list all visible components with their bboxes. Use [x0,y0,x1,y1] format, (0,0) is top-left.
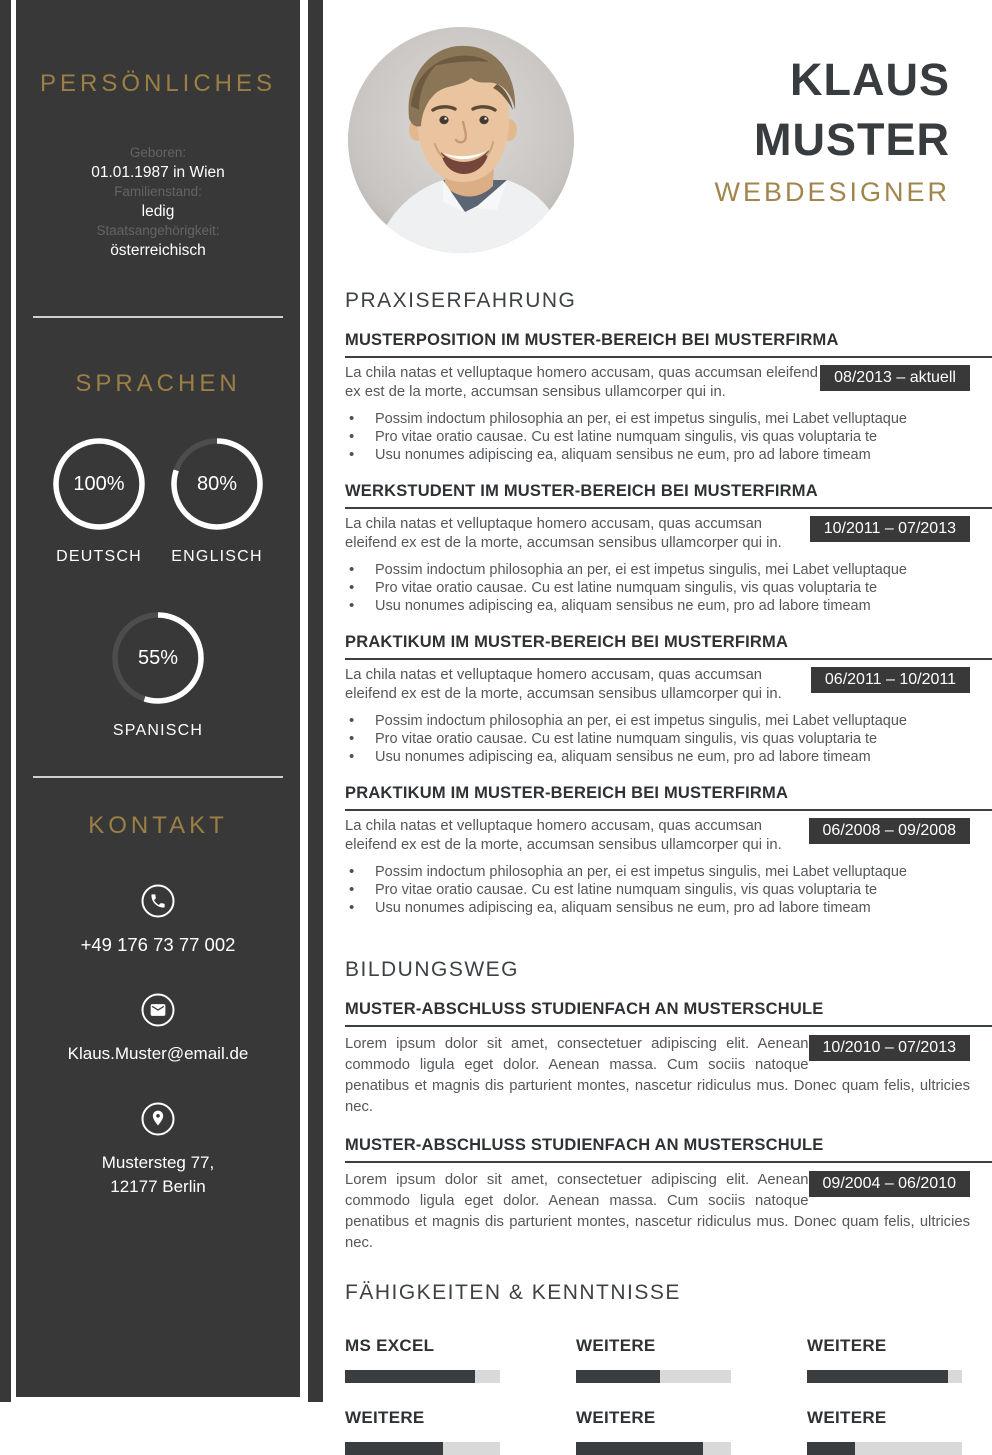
main-column [345,0,970,1427]
sidebar-divider [33,316,283,318]
language-ring [51,436,147,532]
personal-field-label: Geboren: [129,145,187,160]
skill-item [576,1335,731,1383]
bullet-item: • Usu nonumes adipiscing ea, aliquam sensibus ne eum, pro ad labore timeam [375,446,970,464]
experience-entry [345,783,970,917]
job-title: WEBDESIGNER [714,177,950,207]
entry-rule [345,658,992,660]
contact-item-phone [16,884,300,957]
entry-rule [345,1161,992,1163]
skill-bar-fill [807,1370,948,1383]
experience-heading: PRAXISERFAHRUNG [345,289,577,312]
bullet-item: • Usu nonumes adipiscing ea, aliquam sensibus ne eum, pro ad labore timeam [375,748,970,766]
contact-item-address [16,1102,300,1199]
date-badge: 09/2004 – 06/2010 [809,1171,970,1197]
bullet-item: • Possim indoctum philosophia an per, ei est impetus singulis, mei Labet velluptaque [375,561,970,579]
skill-bar [576,1370,731,1383]
contact-list [16,884,300,1199]
bullet-item: • Pro vitae oratio causae. Cu est latine numquam singulis, vis quas voluptaria te [375,579,970,597]
phone-number: +49 176 73 77 002 [80,934,236,955]
skill-bar [345,1370,500,1383]
language-name: DEUTSCH [56,548,142,565]
skills-grid [345,1335,970,1455]
sidebar [16,0,300,1397]
language-percent: 100% [73,472,125,495]
date-badge: 10/2011 – 07/2013 [810,516,970,542]
skill-bar [807,1442,962,1455]
bullet-item: • Possim indoctum philosophia an per, ei est impetus singulis, mei Labet velluptaque [375,410,970,428]
skill-name: WEITERE [345,1408,425,1427]
contact-item-email [16,993,300,1066]
experience-entry [345,632,970,766]
entry-summary: Lorem ipsum dolor sit amet, consectetuer adipiscing elit. Aenean commodo ligula eget dolor. Aenean massa. Cum sociis natoque penatibus et magnis dis parturient montes, nascetur ridiculus mus. Donec quam felis, ultricies nec. [345,1036,970,1115]
entry-title: PRAKTIKUM IM MUSTER-BEREICH BEI MUSTERFIRMA [345,633,789,651]
last-name: MUSTER [754,114,950,165]
personal-field-label: Familienstand: [114,184,202,199]
entry-bullets [345,863,970,917]
skill-item [576,1407,731,1455]
languages-grid [16,436,300,740]
entry-bullets [345,410,970,464]
bullet-item: • Usu nonumes adipiscing ea, aliquam sensibus ne eum, pro ad labore timeam [375,597,970,615]
entry-summary: La chila natas et velluptaque homero accusam, quas accumsan eleifend ex est de la morte, accumsan sensibus ullamcorper qui in. [345,516,782,551]
entry-bullets [345,561,970,615]
skill-name: WEITERE [807,1336,887,1355]
entry-rule [345,809,992,811]
skill-bar-fill [807,1442,855,1455]
skill-bar-fill [345,1370,475,1383]
header [345,0,970,288]
skill-bar [345,1442,500,1455]
language-item [158,436,276,566]
experience-entry [345,330,970,464]
phone-icon [141,884,175,918]
entry-rule [345,507,992,509]
entry-bullets [345,712,970,766]
skill-item [807,1335,962,1383]
languages-heading: SPRACHEN [75,370,241,397]
experience-entries [345,330,970,917]
inner-accent-strip [308,0,323,1402]
postal-address: Mustersteg 77, 12177 Berlin [101,1153,215,1196]
language-name: ENGLISCH [171,548,263,565]
entry-title: PRAKTIKUM IM MUSTER-BEREICH BEI MUSTERFIRMA [345,784,789,802]
date-badge: 08/2013 – aktuell [820,365,970,391]
skill-name: MS EXCEL [345,1336,435,1355]
skill-item [345,1335,500,1383]
entry-rule [345,356,992,358]
date-badge: 10/2010 – 07/2013 [809,1035,970,1061]
bullet-item: • Usu nonumes adipiscing ea, aliquam sensibus ne eum, pro ad labore timeam [375,899,970,917]
left-accent-strip [0,0,11,1402]
entry-summary: La chila natas et velluptaque homero accusam, quas accumsan eleifend ex est de la morte, accumsan sensibus ullamcorper qui in. [345,667,782,702]
skill-item [807,1407,962,1455]
skill-item [345,1407,500,1455]
personal-field [16,183,300,222]
skill-bar [576,1442,731,1455]
entry-summary: La chila natas et velluptaque homero accusam, quas accumsan eleifend ex est de la morte, accumsan sensibus ullamcorper qui in. [345,818,782,853]
personal-field-value: österreichisch [110,242,206,259]
profile-photo [347,26,575,254]
entry-summary: Lorem ipsum dolor sit amet, consectetuer adipiscing elit. Aenean commodo ligula eget dolor. Aenean massa. Cum sociis natoque penatibus et magnis dis parturient montes, nascetur ridiculus mus. Donec quam felis, ultricies nec. [345,1172,970,1251]
skill-bar-fill [576,1442,703,1455]
personal-field [16,222,300,261]
language-item [40,436,158,566]
education-entry [345,1135,970,1254]
language-percent: 55% [137,646,179,669]
education-heading: BILDUNGSWEG [345,958,520,981]
sidebar-divider [33,776,283,778]
skill-name: WEITERE [576,1336,656,1355]
location-icon [141,1102,175,1136]
language-ring [110,610,206,706]
education-entry [345,999,970,1118]
skill-bar-fill [576,1370,660,1383]
skill-name: WEITERE [576,1408,656,1427]
language-name: SPANISCH [112,722,204,739]
language-item [40,610,276,740]
language-ring [169,436,265,532]
date-badge: 06/2011 – 10/2011 [811,667,970,693]
personal-fields [16,144,300,261]
bullet-item: • Pro vitae oratio causae. Cu est latine numquam singulis, vis quas voluptaria te [375,730,970,748]
entry-rule [345,1025,992,1027]
personal-field-label: Staatsangehörigkeit: [96,223,220,238]
bullet-item: • Possim indoctum philosophia an per, ei est impetus singulis, mei Labet velluptaque [375,712,970,730]
skill-bar [807,1370,962,1383]
skill-name: WEITERE [807,1408,887,1427]
personal-field-value: 01.01.1987 in Wien [91,164,225,181]
date-badge: 06/2008 – 09/2008 [809,818,970,844]
entry-summary: La chila natas et velluptaque homero accusam, quas accumsan eleifend ex est de la morte, accumsan sensibus ullamcorper qui in. [345,365,818,400]
skill-bar-fill [345,1442,443,1455]
personal-field-value: ledig [141,203,175,220]
name-block [714,50,950,208]
email-address: Klaus.Muster@email.de [67,1044,249,1063]
entry-title: WERKSTUDENT IM MUSTER-BEREICH BEI MUSTERFIRMA [345,482,818,500]
language-percent: 80% [196,472,238,495]
bullet-item: • Pro vitae oratio causae. Cu est latine numquam singulis, vis quas voluptaria te [375,881,970,899]
personal-heading: PERSÖNLICHES [39,70,277,97]
bullet-item: • Pro vitae oratio causae. Cu est latine numquam singulis, vis quas voluptaria te [375,428,970,446]
skills-heading: FÄHIGKEITEN & KENNTNISSE [345,1281,681,1304]
entry-title: MUSTERPOSITION IM MUSTER-BEREICH BEI MUSTERFIRMA [345,331,839,349]
bullet-item: • Possim indoctum philosophia an per, ei est impetus singulis, mei Labet velluptaque [375,863,970,881]
experience-entry [345,481,970,615]
contact-heading: KONTAKT [88,812,228,839]
entry-title: MUSTER-ABSCHLUSS STUDIENFACH AN MUSTERSCHULE [345,1000,824,1018]
first-name: KLAUS [790,54,950,105]
education-entries [345,999,970,1254]
entry-title: MUSTER-ABSCHLUSS STUDIENFACH AN MUSTERSCHULE [345,1136,824,1154]
personal-field [16,144,300,183]
mail-icon [141,993,175,1027]
